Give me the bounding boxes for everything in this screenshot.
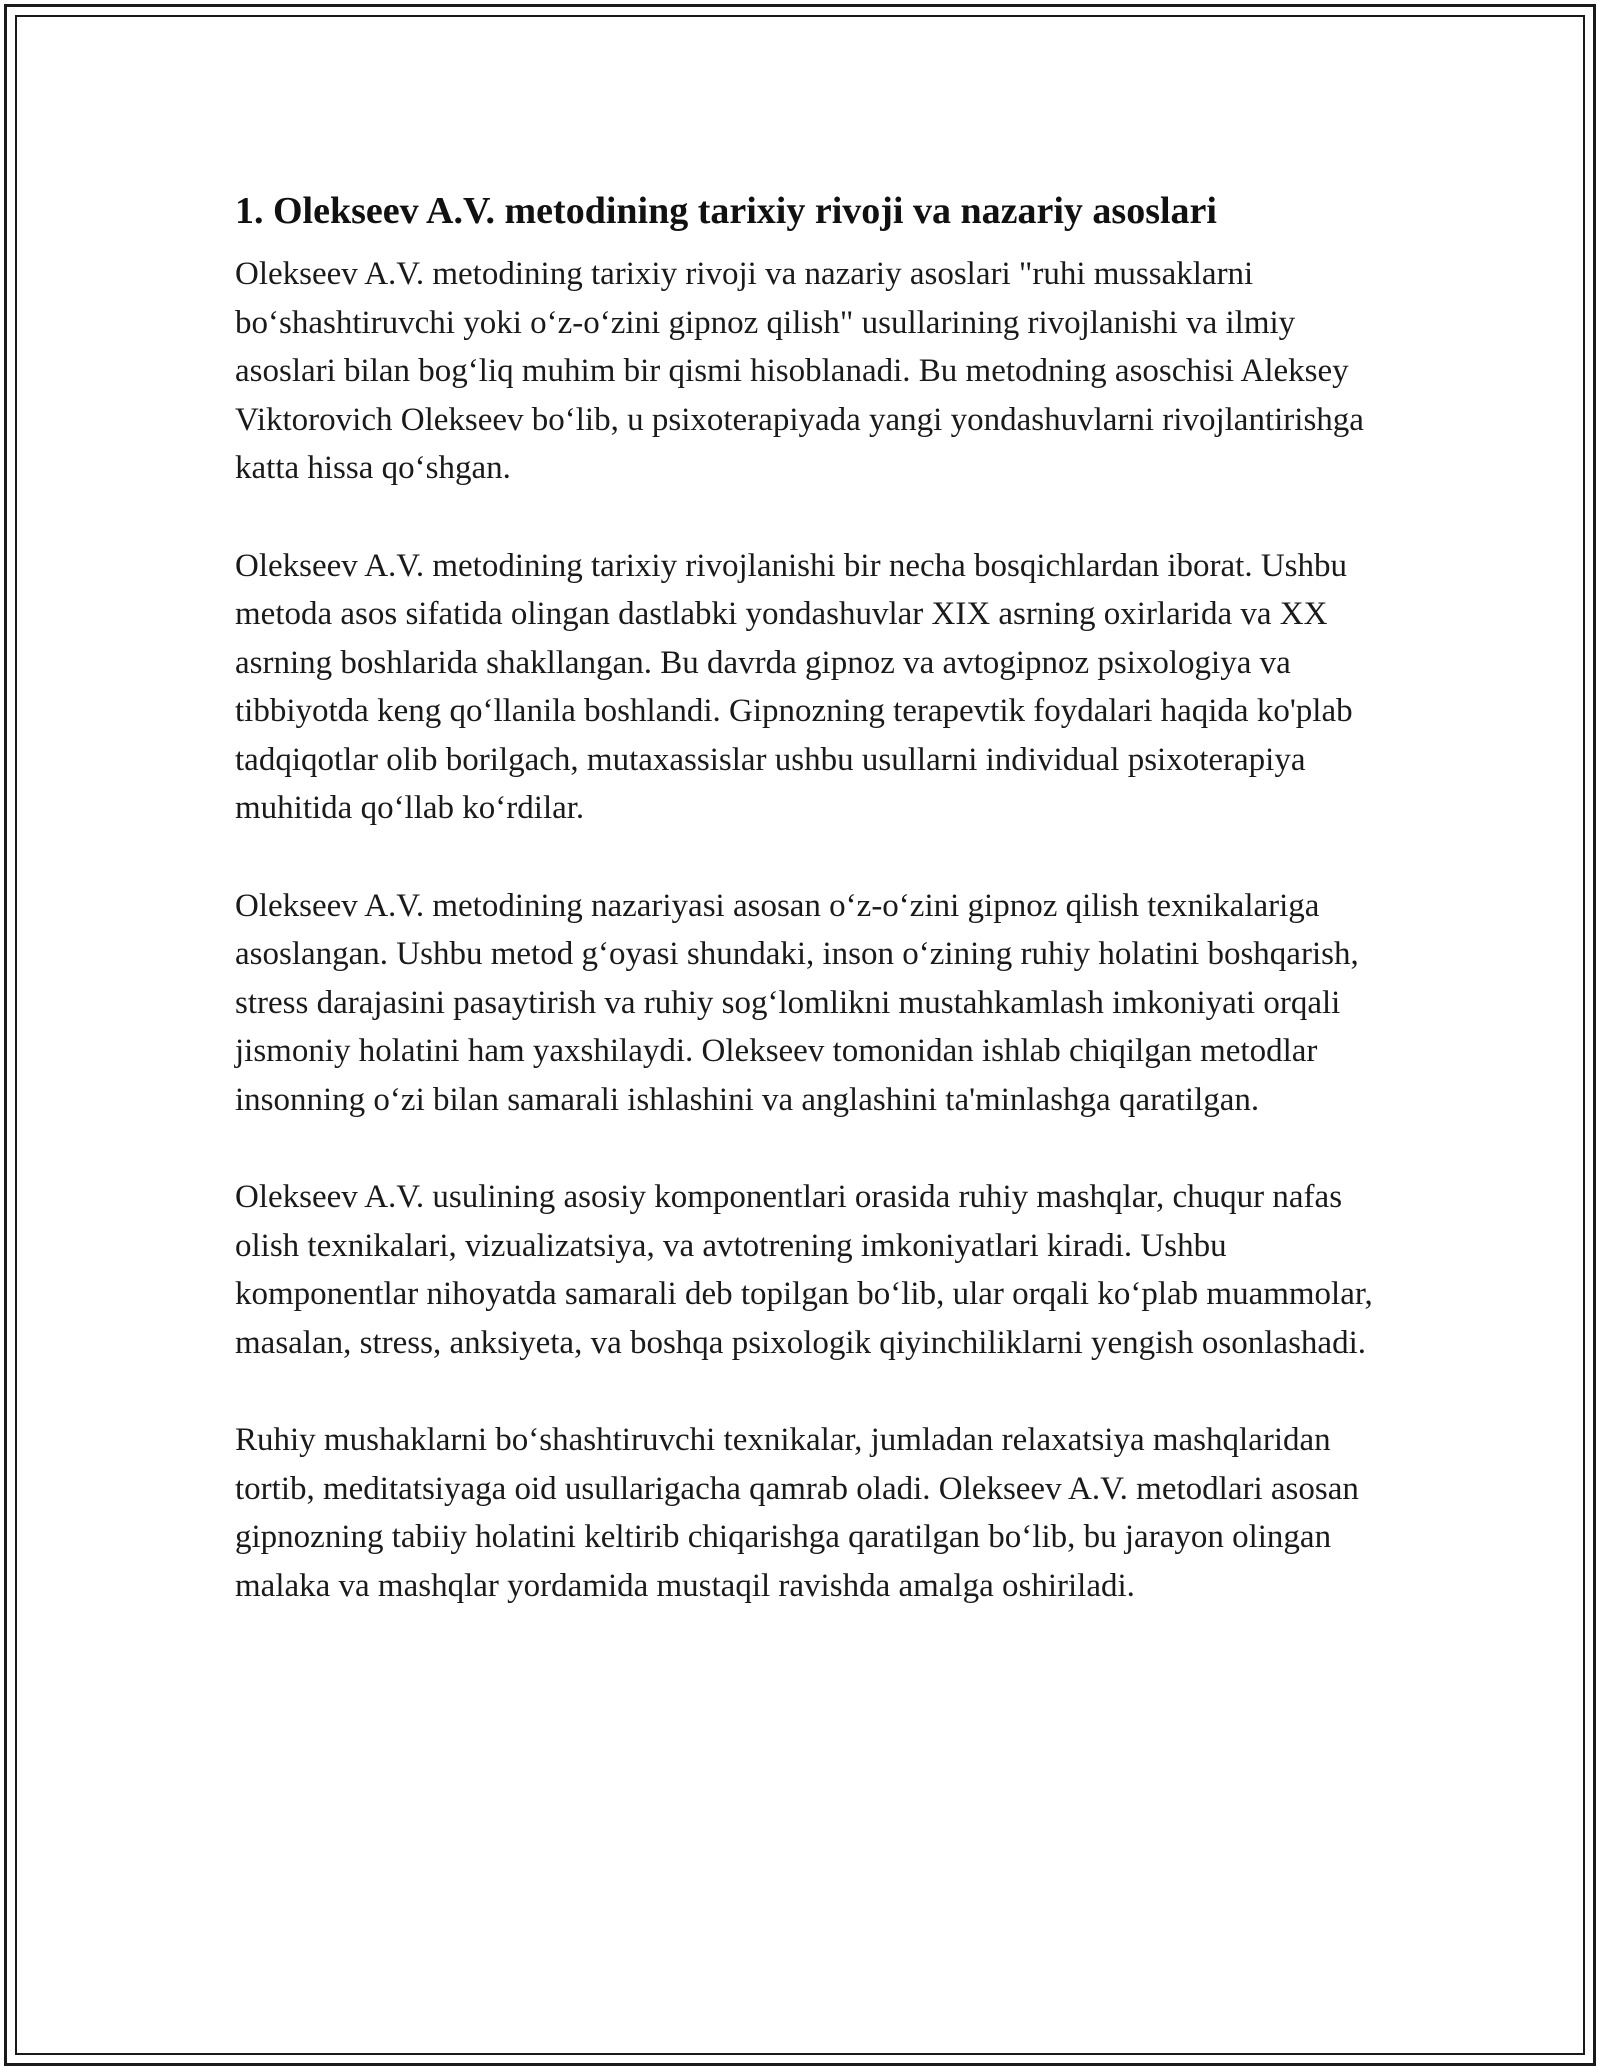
paragraph-5: Ruhiy mushaklarni bo‘shashtiruvchi texnikalar, jumladan relaxatsiya mashqlaridan tortib, meditatsiyaga oid usullarigacha qamrab oladi. Olekseev A.V. metodlari asosan gipnozning tabiiy holatini keltirib chiqarishga qaratilgan bo‘lib, bu jarayon olingan malaka va mashqlar yordamida mustaqil ravishda amalga oshiriladi.	[235, 1422, 1359, 1604]
paragraph-2: Olekseev A.V. metodining tarixiy rivojlanishi bir necha bosqichlardan iborat. Ushbu metoda asos sifatida olingan dastlabki yondashuvlar XIX asrning oxirlarida va XX asrning boshlarida shakllangan. Bu davrda gipnoz va avtogipnoz psixologiya va tibbiyotda keng qo‘llanila boshlandi. Gipnozning terapevtik foydalari haqida ko'plab tadqiqotlar olib borilgach, mutaxassislar ushbu usullarni individual psixoterapiya muhitida qo‘llab ko‘rdilar.	[235, 547, 1353, 826]
paragraph-4: Olekseev A.V. usulining asosiy komponentlari orasida ruhiy mashqlar, chuqur nafas olish texnikalari, vizualizatsiya, va avtotrening imkoniyatlari kiradi. Ushbu komponentlar nihoyatda samarali deb topilgan bo‘lib, ular orqali ko‘plab muammolar, masalan, stress, anksiyeta, va boshqa psixologik qiyinchiliklarni yengish osonlashadi.	[235, 1179, 1373, 1361]
document-body	[235, 186, 1375, 1659]
paragraph-3: Olekseev A.V. metodining nazariyasi asosan o‘z-o‘zini gipnoz qilish texnikalariga asoslangan. Ushbu metod g‘oyasi shundaki, inson o‘zining ruhiy holatini boshqarish, stress darajasini pasaytirish va ruhiy sog‘lomlikni mustahkamlash imkoniyati orqali jismoniy holatini ham yaxshilaydi. Olekseev tomonidan ishlab chiqilgan metodlar insonning o‘zi bilan samarali ishlashini va anglashini ta'minlashga qaratilgan.	[235, 887, 1359, 1118]
paragraph-1: Olekseev A.V. metodining tarixiy rivoji va nazariy asoslari "ruhi mussaklarni bo‘shashtiruvchi yoki o‘z-o‘zini gipnoz qilish" usullarining rivojlanishi va ilmiy asoslari bilan bog‘liq muhim bir qismi hisoblanadi. Bu metodning asoschisi Aleksey Viktorovich Olekseev bo‘lib, u psixoterapiyada yangi yondashuvlarni rivojlantirishga katta hissa qo‘shgan.	[235, 256, 1364, 486]
section-heading: 1. Olekseev A.V. metodining tarixiy rivoji va nazariy asoslari	[235, 190, 1217, 232]
